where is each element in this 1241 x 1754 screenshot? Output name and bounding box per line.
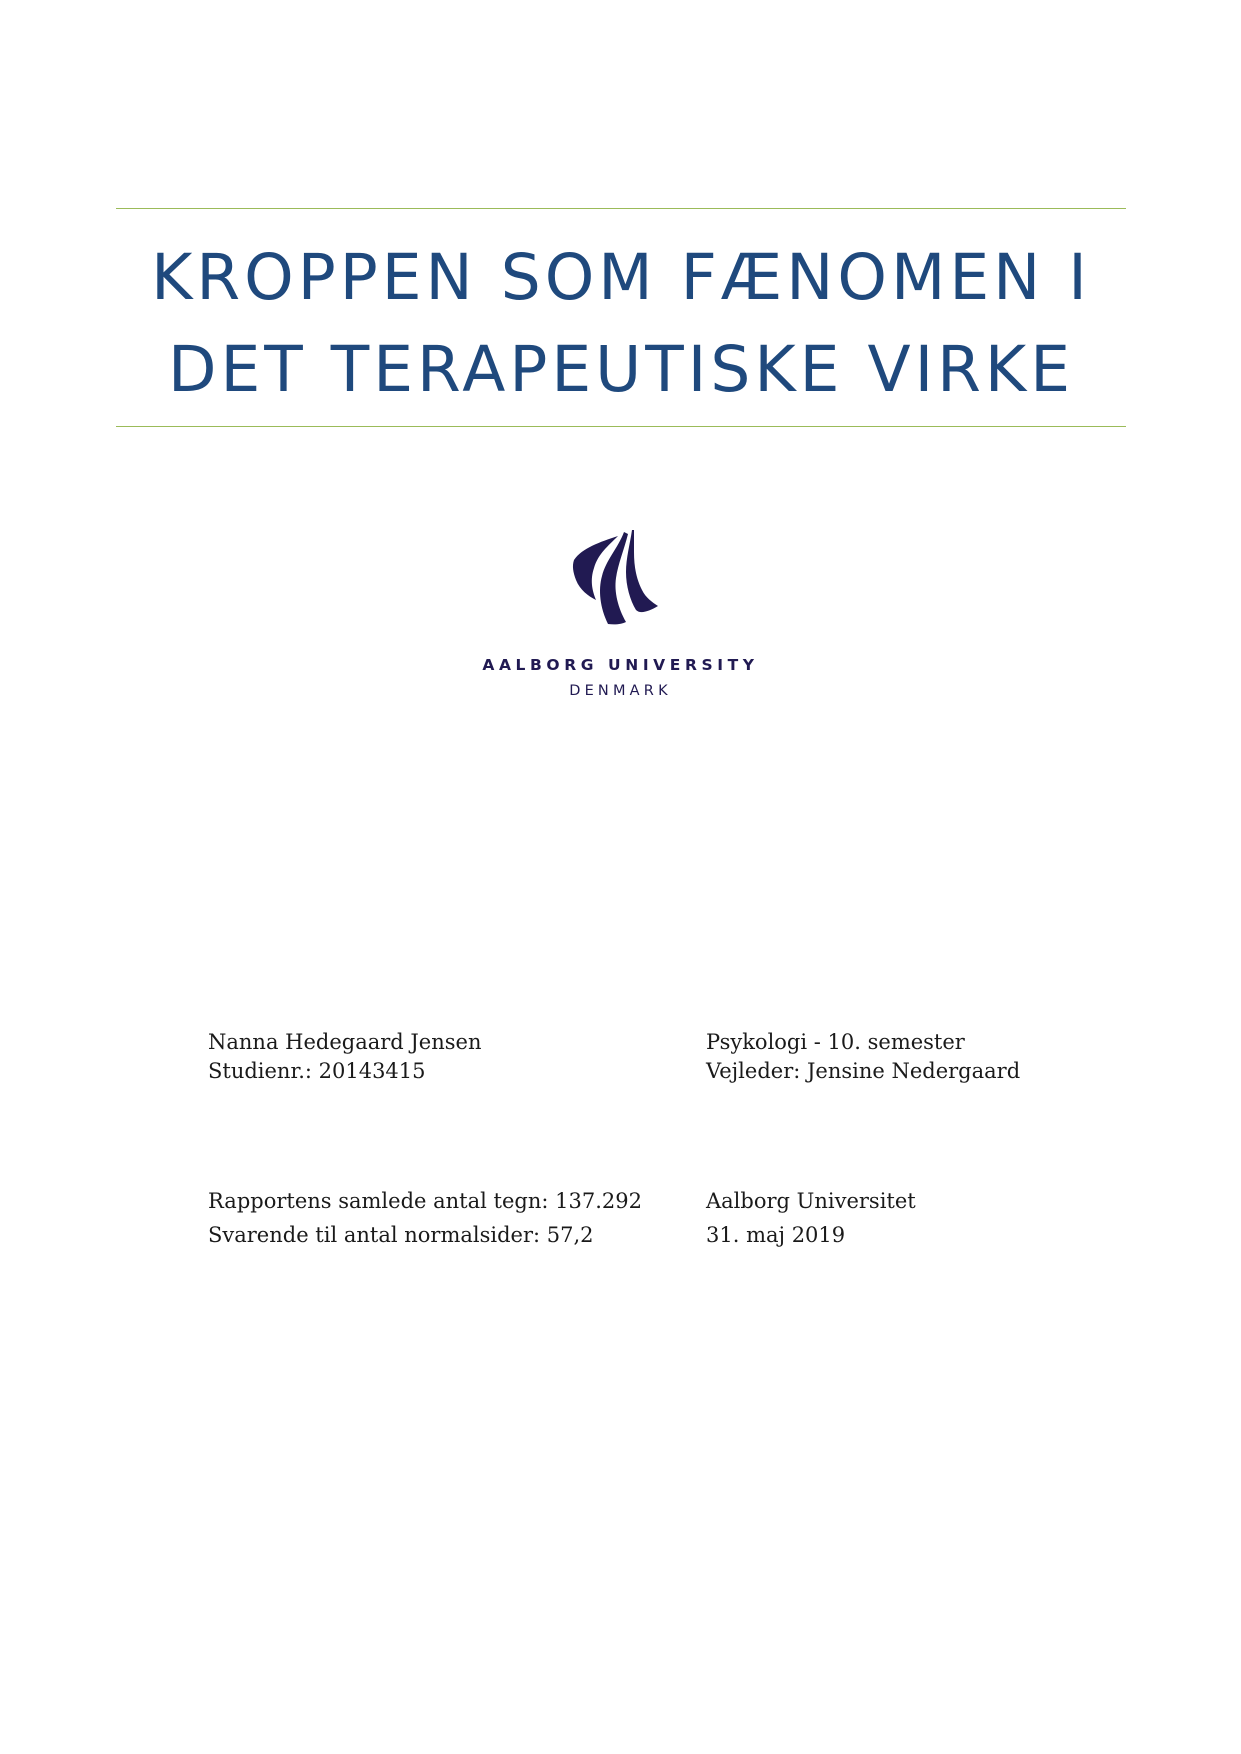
- normal-pages: Svarende til antal normalsider: 57,2: [208, 1223, 594, 1247]
- institution-date: [706, 1184, 916, 1252]
- document-title: [116, 232, 1126, 416]
- aalborg-university-logo-icon: [568, 528, 664, 628]
- title-bottom-rule: [116, 426, 1126, 427]
- author-name: Nanna Hedegaard Jensen: [208, 1030, 482, 1054]
- title-line-2: DET TERAPEUTISKE VIRKE: [167, 333, 1075, 406]
- author-info: [208, 1028, 482, 1086]
- logo-university-name: AALBORG UNIVERSITY: [482, 656, 759, 674]
- submission-date: 31. maj 2019: [706, 1223, 846, 1247]
- logo-country: DENMARK: [569, 683, 672, 699]
- program-semester: Psykologi - 10. semester: [706, 1030, 965, 1054]
- character-count: Rapportens samlede antal tegn: 137.292: [208, 1189, 642, 1213]
- student-number: Studienr.: 20143415: [208, 1059, 426, 1083]
- title-top-rule: [116, 208, 1126, 209]
- report-stats: [208, 1184, 642, 1252]
- title-line-1: KROPPEN SOM FÆNOMEN I: [151, 241, 1091, 314]
- supervisor: Vejleder: Jensine Nedergaard: [706, 1059, 1021, 1083]
- institution: Aalborg Universitet: [706, 1189, 916, 1213]
- course-info: [706, 1028, 1020, 1086]
